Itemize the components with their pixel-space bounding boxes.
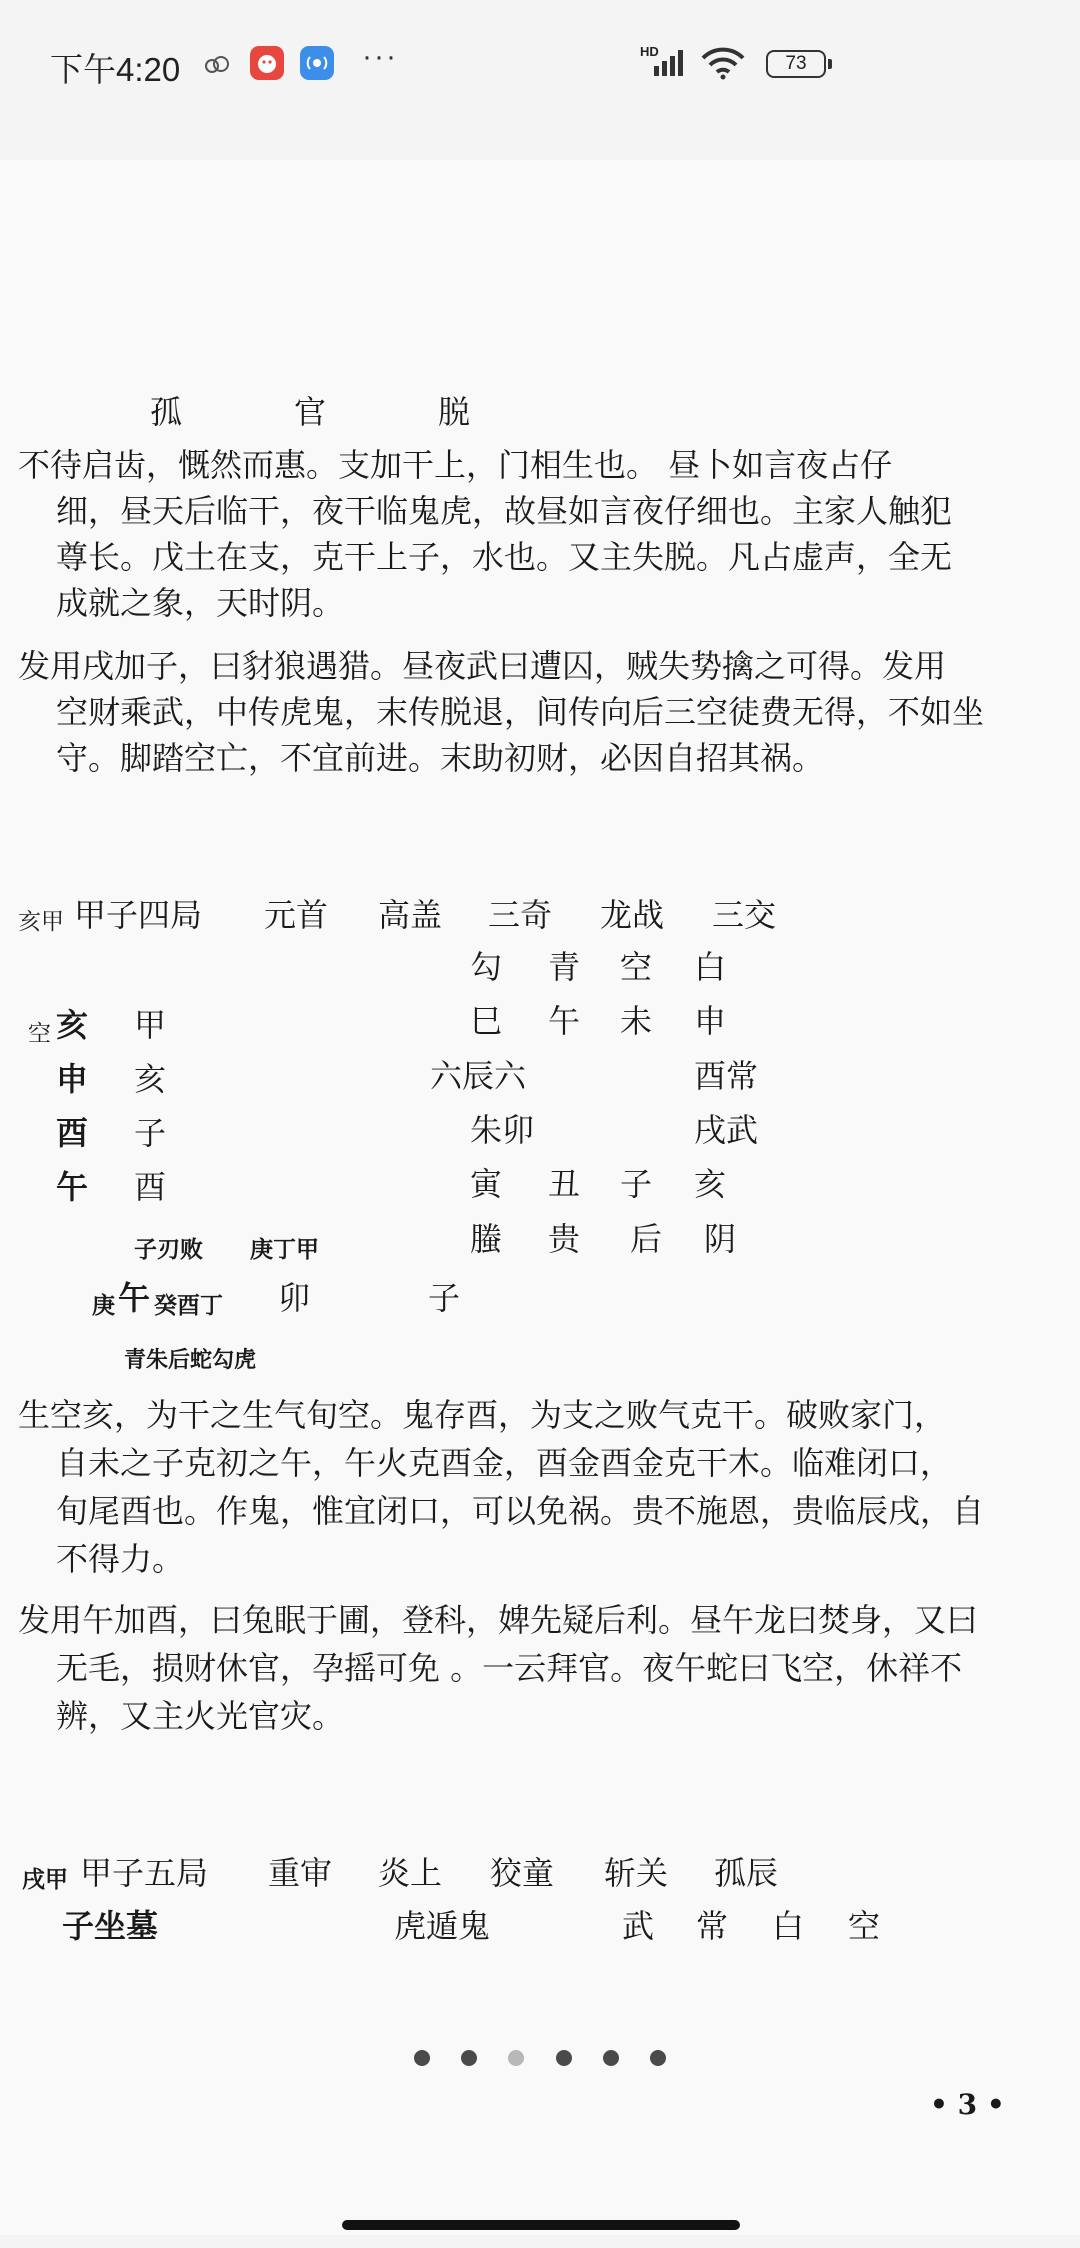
header-guan: 孤官脱	[150, 393, 583, 431]
section-tag: 重审	[268, 1854, 333, 1892]
page-dot-current[interactable]	[508, 2050, 524, 2066]
home-indicator[interactable]	[342, 2220, 740, 2230]
cloud-icon	[204, 54, 230, 74]
section-tag: 高盖	[378, 896, 443, 934]
section-tag: 三交	[712, 896, 777, 934]
app-icon-blue	[300, 46, 334, 80]
section-title: 甲子四局	[74, 896, 203, 934]
section-tag: 炎上	[378, 1854, 443, 1892]
battery-icon: 73	[766, 50, 826, 78]
app-icon-red	[250, 46, 284, 80]
section-tag: 斩关	[604, 1854, 669, 1892]
section-prefix: 戌甲	[22, 1866, 68, 1893]
page-indicator[interactable]	[0, 2050, 1080, 2070]
section-tag: 元首	[264, 896, 329, 934]
status-bar	[0, 0, 1080, 140]
status-time: 下午4:20	[50, 51, 181, 88]
section-tag: 孤辰	[714, 1854, 779, 1892]
wifi-icon	[700, 46, 746, 80]
section-title: 甲子五局	[80, 1854, 209, 1892]
section-prefix: 亥甲	[18, 909, 64, 935]
page-dot[interactable]	[650, 2050, 666, 2066]
signal-icon	[652, 48, 688, 76]
section-tag: 三奇	[488, 896, 553, 934]
page-number: • 3 •	[930, 2088, 1005, 2121]
page-dot[interactable]	[556, 2050, 572, 2066]
more-notifications-icon: ···	[362, 40, 398, 73]
page-dot[interactable]	[461, 2050, 477, 2066]
page-dot[interactable]	[414, 2050, 430, 2066]
section-tag: 狡童	[490, 1854, 555, 1892]
page-dot[interactable]	[603, 2050, 619, 2066]
section-tag: 龙战	[600, 896, 665, 934]
network-type-label: HD	[640, 44, 659, 59]
document-page[interactable]: 孤官脱 不待启齿，慨然而惠。支加干上，门相生也。 昼卜如言夜占仔 细，昼天后临干，夜干临鬼虎，故昼如言夜仔细也。主家人触犯 尊长。戊土在支，克干上子，水也。又主失脱。凡占虚声，全无 成就之象，天时阴。 发用戌加子，曰豺狼遇猎。昼夜武曰遭囚，贼失势擒之可得。发用 空财乘武，中传虎鬼，末传脱退，间传向后三空徒费无得，不如坐 守。脚踏空亡，不宜前进。末助初财，必因自招其祸。 亥甲 甲子四局 元首 高盖 三奇 龙战 三交 勾 青 空 白 巳 午 未 申 六辰六 酉常 朱卯 戌武 寅 丑 子 亥 螣 贵 后 阴 空 亥 甲 申 亥 酉 子 午 酉 子刃败 庚丁甲 庚 午 癸酉丁 卯 子 青朱后蛇勾虎 生空亥，为干之生气旬空。鬼存酉，为支之败气克干。破败家门， 自未之子克初之午，午火克酉金，酉金酉金克干木。临难闭口， 旬尾酉也。作鬼，惟宜闭口，可以免祸。贵不施恩，贵临辰戌，自 不得力。 发用午加酉，曰兔眠于圃，登科，婢先疑后利。昼午龙曰焚身，又曰 无毛，损财休官，孕摇可免 。一云拜官。夜午蛇曰飞空，休祥不 辨，又主火光官灾。 戌甲 甲子五局 重审 炎上 狡童 斩关 孤辰 子坐墓 虎遁鬼 武 常 白 空 • 3 •	[0, 160, 1080, 2235]
